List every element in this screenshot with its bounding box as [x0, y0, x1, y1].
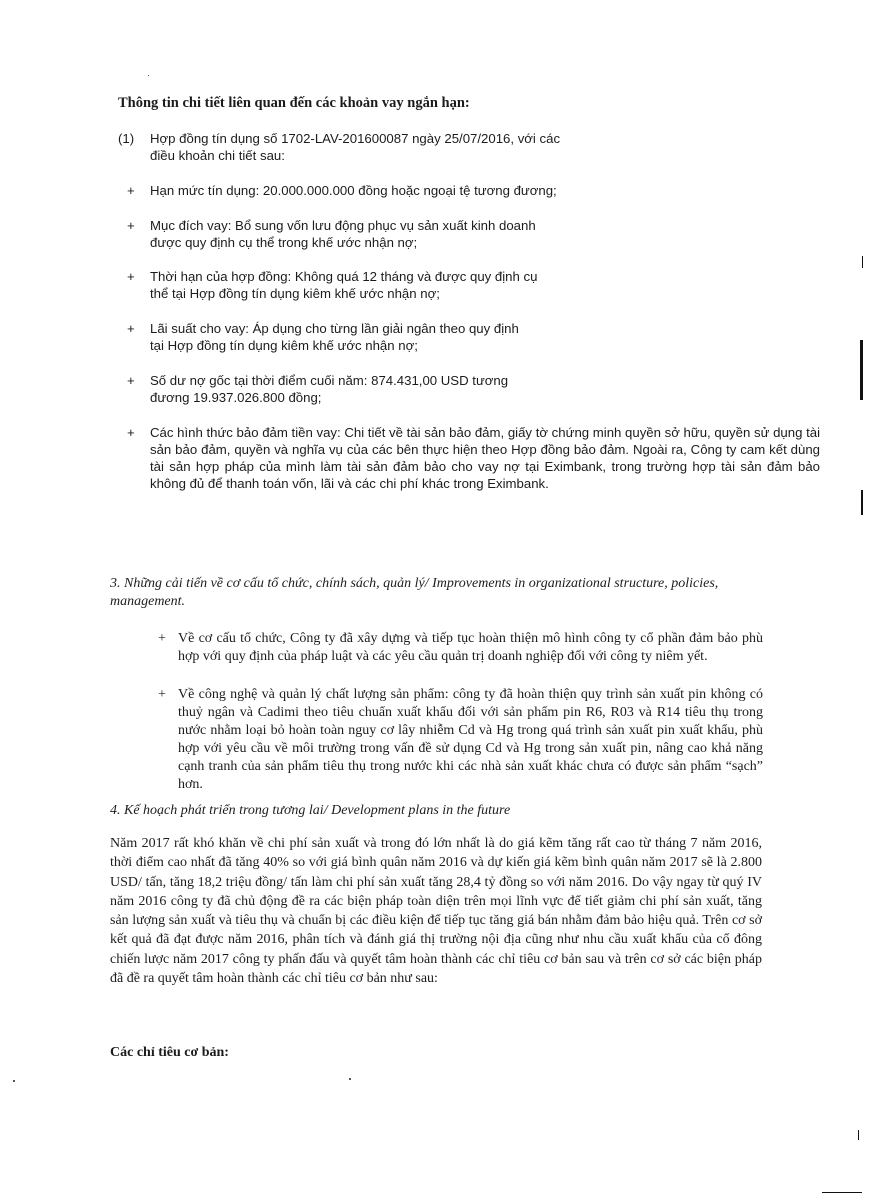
scan-mark: [858, 1130, 859, 1140]
bullet-marker: +: [127, 425, 135, 440]
bullet-marker: +: [127, 218, 135, 233]
scan-dot: [349, 1078, 351, 1080]
list-item: Thời hạn của hợp đồng: Không quá 12 tháng và được quy định cụ thể tại Hợp đồng tín dụng kiêm khế ước nhận nợ;: [150, 269, 538, 301]
scan-mark: [861, 490, 863, 515]
scan-mark: [822, 1192, 862, 1193]
list-item: Lãi suất cho vay: Áp dụng cho từng lần giải ngân theo quy định tại Hợp đồng tín dụng kiêm khế ước nhận nợ;: [150, 321, 519, 353]
scan-dot: [148, 75, 149, 76]
loan-details-heading: Thông tin chi tiết liên quan đến các khoản vay ngắn hạn:: [118, 95, 470, 111]
scan-mark: [862, 256, 863, 268]
bullet-marker: +: [127, 269, 135, 284]
list-item: Số dư nợ gốc tại thời điểm cuối năm: 874.431,00 USD tương đương 19.937.026.800 đồng;: [150, 373, 509, 405]
section-3-title: 3. Những cải tiến về cơ cấu tổ chức, chính sách, quản lý/ Improvements in organizational structure, policies, management.: [110, 576, 719, 609]
bullet-marker: +: [127, 373, 135, 388]
bullet-marker: +: [127, 321, 135, 336]
development-plan-paragraph: Năm 2017 rất khó khăn về chi phí sản xuất và trong đó lớn nhất là do giá kẽm tăng rất cao từ tháng 7 năm 2016, thời điểm cao nhất đã tăng 40% so với giá bình quân năm 2016 và dự kiến giá kẽm bình quân năm 2017 sẽ là 2.800 USD/ tấn, tăng 18,2 triệu đồng/ tấn làm chi phí sản xuất tăng 28,4 tỷ đồng so với năm 2016. Do vậy ngay từ quý IV năm 2016 công ty đã chủ động đề ra các biện pháp toàn diện trên mọi lĩnh vực để tiết giảm chi phí sản xuất, tăng sản lượng sản xuất và tiêu thụ và chuẩn bị các điều kiện để tiếp tục tăng giá bán nhằm đảm bảo hiệu quả. Trên cơ sở kết quả đã đạt được năm 2016, phân tích và đánh giá thị trường nội địa cũng như nhu cầu xuất khẩu của cổ đông chiến lược năm 2017 công ty phấn đấu và quyết tâm hoàn thành các chỉ tiêu cơ bản sau và trên cơ sở các biện pháp đã đề ra quyết tâm hoàn thành các chỉ tiêu cơ bản như sau:: [110, 836, 762, 987]
section-3-marker: +: [158, 631, 166, 646]
list-item: Mục đích vay: Bổ sung vốn lưu động phục vụ sản xuất kinh doanh được quy định cụ thể trong khế ước nhận nợ;: [150, 218, 536, 250]
section-3-marker: +: [158, 687, 166, 702]
scan-mark: [860, 340, 863, 400]
contract-text: Hợp đồng tín dụng số 1702-LAV-201600087 ngày 25/07/2016, với các điều khoản chi tiết sau:: [150, 131, 561, 163]
list-item: Hạn mức tín dụng: 20.000.000.000 đồng hoặc ngoại tệ tương đương;: [150, 183, 557, 198]
section-4-title: 4. Kế hoạch phát triển trong tương lai/ Development plans in the future: [110, 803, 511, 818]
contract-number: (1): [118, 131, 135, 146]
basic-targets-heading: Các chỉ tiêu cơ bản:: [110, 1045, 229, 1060]
bullet-marker: +: [127, 183, 135, 198]
list-item: Các hình thức bảo đảm tiền vay: Chi tiết về tài sản bảo đảm, giấy tờ chứng minh quyền sở hữu, quyền sử dụng tài sản bảo đảm, quyền và nghĩa vụ của các bên thực hiện theo Hợp đồng bảo đảm. Ngoài ra, Công ty cam kết dùng tài sản hợp pháp của mình làm tài sản đảm bảo cho vay nợ tại Eximbank, trong trường hợp tài sản đảm bảo không đủ để thanh toán vốn, lãi và các chi phí khác trong Eximbank.: [150, 425, 820, 491]
scan-dot: [13, 1080, 15, 1082]
section-3-item: Về công nghệ và quản lý chất lượng sản phẩm: công ty đã hoàn thiện quy trình sản xuất pin không có thuỷ ngân và Cadimi theo tiêu chuẩn xuất khẩu đối với sản phẩm pin R6, R03 và R14 tiêu thụ trong nước nhằm loại bỏ hoàn toàn nguy cơ lây nhiễm Cd và Hg trong quá trình sản xuất pin xuất khẩu, phù hợp với yêu cầu về môi trường trong vấn đề sử dụng Cd và Hg trong sản xuất pin, nâng cao khả năng cạnh tranh của sản phẩm tiêu thụ trong nước khi các nhà sản xuất khác chưa có được sản phẩm “sạch” hơn.: [178, 687, 763, 792]
section-3-item: Về cơ cấu tổ chức, Công ty đã xây dựng và tiếp tục hoàn thiện mô hình công ty cổ phần đảm bảo phù hợp với quy định của pháp luật và các yêu cầu quản trị doanh nghiệp đối với công ty niêm yết.: [178, 631, 763, 664]
